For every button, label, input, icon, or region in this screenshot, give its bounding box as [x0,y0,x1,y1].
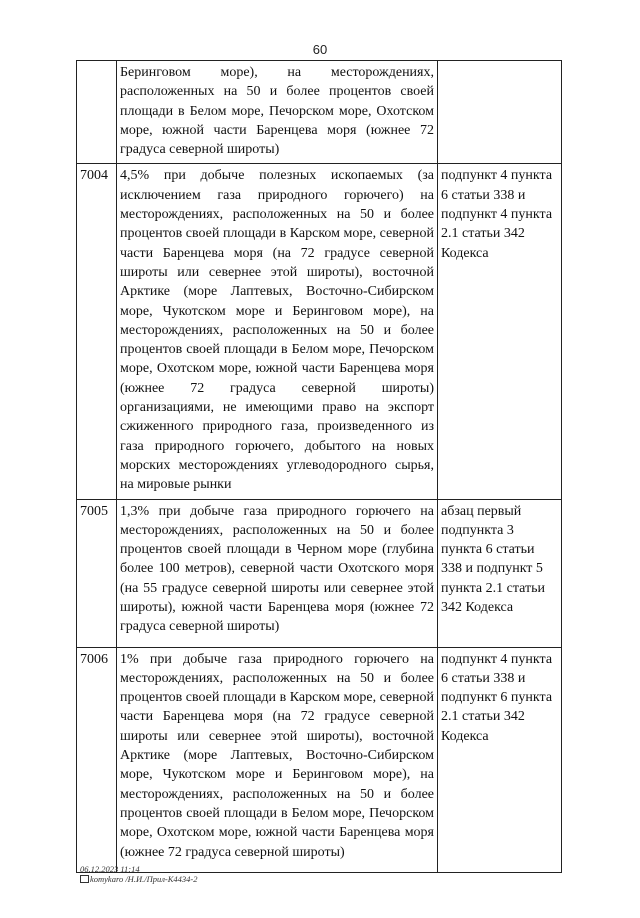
table-row [77,164,562,499]
row-reference [438,61,562,164]
page-number: 60 [312,42,328,57]
row-code [77,61,117,164]
tax-rate-table [76,60,562,873]
row-reference: абзац первый подпункта 3 пункта 6 статьи 338 и подпункт 5 пункта 2.1 статьи 342 Кодекса [438,499,562,647]
footer-date: 06.12.2023 11:14 [80,864,140,874]
row-description: 4,5% при добыче полезных ископаемых (за исключением газа природного горючего) на месторождениях, расположенных на 50 и более процентов своей площади в Карском море, северной части Баренцева моря (на 72 градусе северной широты или севернее этой широты), восточной Арктике (море Лаптевых, Восточно-Сибирском море, Чукотском море и Беринговом море), на месторождениях, расположенных на 50 и более процентов своей площади в Белом море, Печорском море, Охотском море, южной части Баренцева моря (южнее 72 градуса северной широты) организациями, не имеющими право на экспорт сжиженного природного газа, произведенного из газа природного горючего, добытого на новых морских месторождениях углеводородного сырья, на мировые рынки [117,164,438,499]
print-footer [80,864,197,884]
footer-file: komykaro /Н.И./Прил-К4434-2 [90,874,198,884]
table-row [77,61,562,164]
row-code: 7004 [77,164,117,499]
row-code: 7006 [77,647,117,872]
row-reference: подпункт 4 пункта 6 статьи 338 и подпункт 4 пункта 2.1 статьи 342 Кодекса [438,164,562,499]
row-description: 1% при добыче газа природного горючего на месторождениях, расположенных на 50 и более процентов своей площади в Карском море, северной части Баренцева моря (на 72 градусе северной широты или севернее этой широты), восточной Арктике (море Лаптевых, Восточно-Сибирском море, Чукотском море и Беринговом море), на месторождениях, расположенных на 50 и более процентов своей площади в Белом море, Печорском море, Охотском море, южной части Баренцева моря (южнее 72 градуса северной широты) [117,647,438,872]
footer-file-line [80,874,197,884]
table-row [77,499,562,647]
row-description: 1,3% при добыче газа природного горючего на месторождениях, расположенных на 50 и более процентов своей площади в Черном море (глубина более 100 метров), северной части Охотского моря (на 55 градусе северной широты или севернее этой широты), южной части Баренцева моря (южнее 72 градуса северной широты) [117,499,438,647]
row-description: Беринговом море), на месторождениях, расположенных на 50 и более процентов своей площади в Белом море, Печорском море, Охотском море, южной части Баренцева моря (южнее 72 градуса северной широты) [117,61,438,164]
table-row [77,647,562,872]
document-icon [80,875,89,883]
row-reference: подпункт 4 пункта 6 статьи 338 и подпункт 6 пункта 2.1 статьи 342 Кодекса [438,647,562,872]
row-code: 7005 [77,499,117,647]
